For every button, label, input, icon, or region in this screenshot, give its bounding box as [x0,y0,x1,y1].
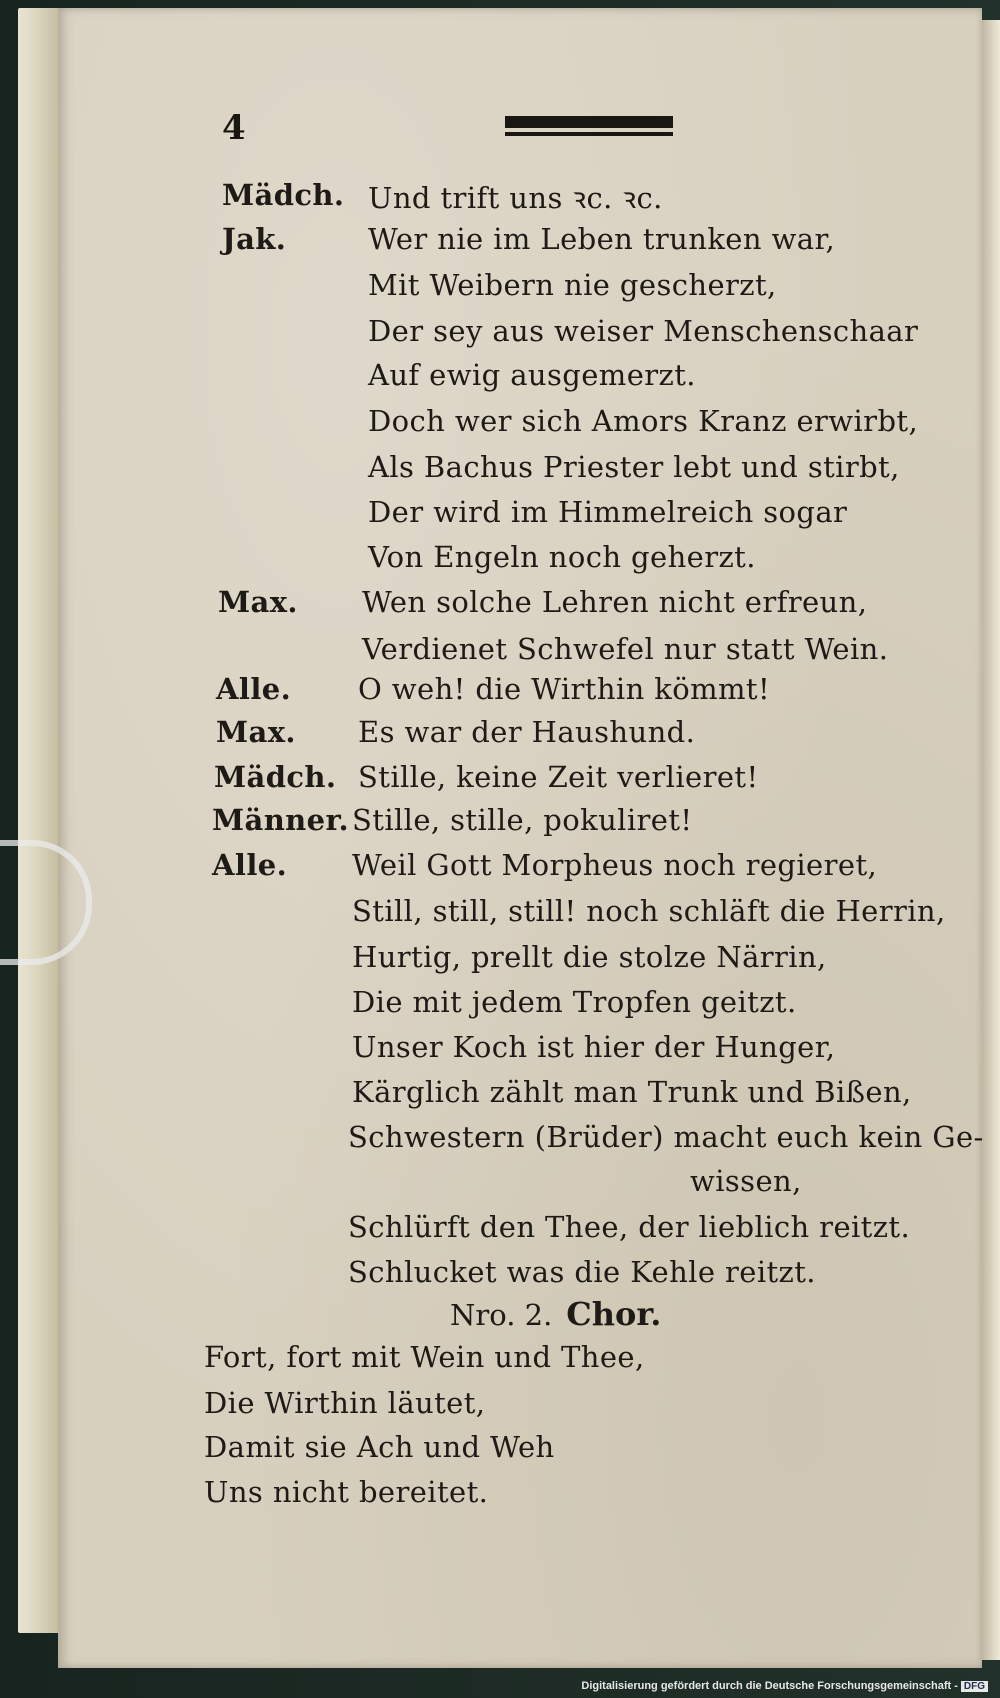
verse-line: Von Engeln noch geherzt. [368,540,756,574]
section-number: Nro. 2. [450,1298,553,1332]
verse-line: Stille, stille, pokuliret! [352,803,693,837]
verse-line: Schwestern (Brüder) macht euch kein Ge- [348,1120,984,1154]
verse-line: Wer nie im Leben trunken war, [368,222,836,256]
verse-line: Und trift uns ꝛc. ꝛc. [368,181,663,215]
verse-line: Als Bachus Priester lebt und stirbt, [368,450,900,484]
speaker-label: Mädch. [214,760,337,794]
verse-line-continuation: wissen, [690,1164,802,1198]
chorus-line: Fort, fort mit Wein und Thee, [204,1340,645,1374]
chorus-line: Uns nicht bereitet. [204,1475,489,1509]
verse-line: Der sey aus weiser Menschenschaar [368,314,919,348]
verse-line: Schlürft den Thee, der lieblich reitzt. [348,1210,911,1244]
verse-line: Kärglich zählt man Trunk und Bißen, [352,1075,912,1109]
speaker-label: Max. [218,585,298,619]
verse-line: Unser Koch ist hier der Hunger, [352,1030,836,1064]
speaker-label: Alle. [216,672,292,706]
speaker-label: Männer. [212,803,350,837]
verse-line: Mit Weibern nie gescherzt, [368,268,777,302]
verse-line: Es war der Haushund. [358,715,696,749]
verse-line: Der wird im Himmelreich sogar [368,495,848,529]
chorus-line: Damit sie Ach und Weh [204,1430,555,1464]
verse-line: Hurtig, prellt die stolze Närrin, [352,940,827,974]
verse-line: Auf ewig ausgemerzt. [368,358,696,392]
page-number: 4 [222,108,246,148]
chorus-line: Die Wirthin läutet, [204,1386,486,1420]
dfg-logo: DFG [961,1681,988,1692]
section-title: Chor. [566,1295,662,1333]
verse-line: Verdienet Schwefel nur statt Wein. [362,632,889,666]
header-rule [505,116,673,128]
verse-line: Stille, keine Zeit verlieret! [358,760,759,794]
digitization-credit [581,1680,988,1692]
book-page [58,8,982,1668]
verse-line: Doch wer sich Amors Kranz erwirbt, [368,404,919,438]
speaker-label: Jak. [222,222,287,256]
verse-line: Wen solche Lehren nicht erfreun, [362,585,868,619]
speaker-label: Alle. [212,848,288,882]
verse-line: Die mit jedem Tropfen geitzt. [352,985,797,1019]
verse-line: Schlucket was die Kehle reitzt. [348,1255,816,1289]
speaker-label: Max. [216,715,296,749]
verse-line: O weh! die Wirthin kömmt! [358,672,771,706]
credit-text: Digitalisierung gefördert durch die Deutsche Forschungsgemeinschaft - [581,1680,958,1692]
header-rule-thin [505,132,673,136]
section-heading [450,1295,661,1333]
verse-line: Weil Gott Morpheus noch regieret, [352,848,878,882]
verse-line: Still, still, still! noch schläft die Herrin, [352,894,946,928]
facing-page-edge [982,20,1000,1660]
speaker-label: Mädch. [222,178,345,212]
